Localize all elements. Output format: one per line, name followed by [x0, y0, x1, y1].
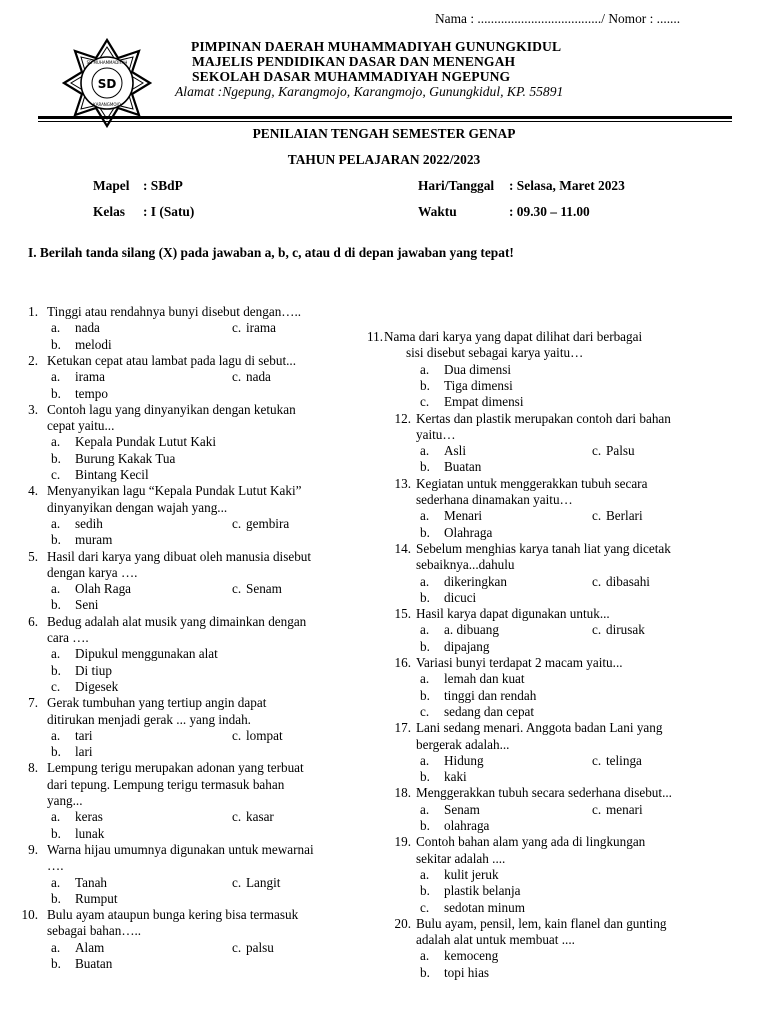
waktu-label: Waktu — [418, 204, 457, 219]
question-number: 13. — [394, 475, 411, 491]
option-letter: c. — [232, 874, 242, 890]
option-text: sedang dan cepat — [444, 703, 535, 719]
header-line-3: SEKOLAH DASAR MUHAMMADIYAH NGEPUNG — [192, 69, 511, 84]
question-text: …. — [47, 858, 64, 874]
option-letter: c. — [232, 939, 242, 955]
question-text: sisi disebut sebagai karya yaitu… — [406, 345, 584, 361]
option-text: Tiga dimensi — [444, 377, 513, 393]
question-text: cepat yaitu... — [47, 418, 115, 434]
answer-option[interactable] — [51, 386, 108, 402]
option-text: menari — [606, 801, 643, 817]
question-text: Bulu ayam, pensil, lem, kain flanel dan gunting — [416, 915, 667, 931]
option-text: Tanah — [75, 874, 108, 890]
answer-option[interactable] — [420, 459, 481, 475]
answer-option[interactable] — [51, 744, 93, 760]
question-text: sederhana dinamakan yaitu… — [416, 492, 573, 507]
question-text: yaitu… — [416, 426, 456, 442]
option-text: Menari — [444, 508, 483, 524]
answer-option[interactable] — [420, 965, 489, 981]
question-text: dinyanyikan dengan wajah yang... — [47, 499, 228, 515]
option-letter: c. — [592, 573, 602, 589]
option-letter: b. — [51, 744, 61, 760]
answer-option[interactable] — [420, 639, 489, 655]
option-text: Alam — [75, 939, 105, 955]
option-text: tari — [75, 727, 93, 743]
question-text: Kertas dan plastik merupakan contoh dari bahan — [416, 410, 671, 426]
question-text: Lempung terigu merupakan adonan yang terbuat — [47, 760, 304, 776]
option-text: Dipukul menggunakan alat — [75, 646, 218, 662]
answer-option[interactable] — [592, 574, 650, 590]
answer-option[interactable] — [51, 434, 216, 450]
answer-option[interactable] — [232, 581, 282, 597]
answer-option[interactable] — [232, 369, 271, 385]
question-text: sebagai bahan….. — [47, 923, 142, 939]
mapel-label: Mapel — [93, 178, 130, 193]
answer-option[interactable] — [420, 443, 466, 459]
answer-option[interactable] — [592, 622, 645, 638]
question-text: sekitar adalah .... — [416, 850, 506, 866]
question-text: Warna hijau umumnya digunakan untuk mewarnai — [47, 841, 314, 857]
exam-year: TAHUN PELAJARAN 2022/2023 — [287, 152, 481, 167]
option-letter: c. — [420, 394, 430, 410]
answer-option[interactable] — [420, 362, 511, 378]
answer-option[interactable] — [592, 508, 643, 524]
answer-option[interactable] — [51, 663, 112, 679]
option-text: melodi — [75, 336, 112, 352]
option-letter: c. — [592, 508, 602, 524]
question-number: 19. — [394, 834, 411, 850]
answer-option[interactable] — [592, 802, 643, 818]
answer-option[interactable] — [420, 688, 536, 704]
question-number: 7. — [28, 695, 38, 711]
option-text: olahraga — [444, 818, 490, 833]
option-letter: a. — [420, 622, 430, 638]
option-letter: a. — [420, 752, 430, 768]
option-text: muram — [75, 532, 113, 548]
option-letter: b. — [51, 336, 61, 352]
option-text: Senam — [444, 801, 480, 817]
option-text: plastik belanja — [444, 883, 521, 899]
answer-option[interactable] — [420, 590, 476, 606]
option-letter: c. — [420, 703, 430, 719]
header-line-2: MAJELIS PENDIDIKAN DASAR DAN MENENGAH — [192, 54, 516, 69]
answer-option[interactable] — [51, 646, 218, 662]
option-letter: b. — [420, 687, 430, 703]
answer-option[interactable] — [51, 320, 100, 336]
option-letter: c. — [232, 727, 242, 743]
option-text: Berlari — [606, 508, 643, 524]
option-text: Olahraga — [444, 524, 493, 540]
option-letter: a. — [51, 646, 61, 662]
option-text: Kepala Pundak Lutut Kaki — [75, 434, 216, 450]
question-number: 4. — [28, 483, 38, 499]
option-text: irama — [246, 320, 277, 336]
option-text: Bintang Kecil — [75, 467, 149, 482]
question-text: Kegiatan untuk menggerakkan tubuh secara — [416, 475, 648, 491]
answer-option[interactable] — [51, 597, 98, 613]
option-letter: b. — [51, 956, 61, 971]
answer-option[interactable] — [420, 818, 489, 834]
question-text: bergerak adalah... — [416, 736, 510, 752]
question-number: 8. — [28, 760, 38, 776]
question-number: 11. — [367, 329, 383, 344]
option-letter: b. — [51, 532, 61, 548]
question-text: Contoh lagu yang dinyanyikan dengan ketukan — [47, 401, 296, 417]
option-text: nada — [246, 369, 271, 385]
answer-option[interactable] — [51, 369, 105, 385]
answer-option[interactable] — [420, 378, 513, 394]
answer-option[interactable] — [232, 728, 283, 744]
answer-option[interactable] — [420, 525, 492, 541]
option-letter: b. — [420, 524, 430, 540]
answer-option[interactable] — [420, 671, 525, 687]
svg-text:KARANGMOJO: KARANGMOJO — [93, 102, 121, 107]
answer-option[interactable] — [51, 337, 112, 353]
question-text: Lani sedang menari. Anggota badan Lani yang — [416, 720, 663, 736]
question-text: Bedug adalah alat musik yang dimainkan dengan — [47, 613, 307, 629]
option-text: dipajang — [444, 638, 490, 654]
option-text: kasar — [246, 809, 274, 825]
option-letter: a. — [420, 443, 430, 459]
answer-option[interactable] — [420, 574, 507, 590]
question-text: Menggerakkan tubuh secara sederhana disebut... — [416, 785, 672, 801]
option-text: gembira — [246, 515, 290, 531]
option-text: Olah Raga — [75, 581, 132, 597]
option-letter: a. — [420, 573, 430, 589]
kelas-value: : I (Satu) — [143, 204, 195, 219]
header-line-1: PIMPINAN DAERAH MUHAMMADIYAH GUNUNGKIDUL — [191, 39, 562, 54]
answer-option[interactable] — [51, 532, 112, 548]
answer-option[interactable] — [420, 948, 498, 964]
answer-option[interactable] — [420, 867, 499, 883]
option-letter: b. — [51, 450, 61, 466]
option-letter: c. — [232, 581, 242, 597]
option-text: lompat — [246, 727, 283, 743]
question-number: 17. — [394, 720, 411, 736]
option-letter: a. — [420, 948, 430, 964]
question-text: sebaiknya...dahulu — [416, 557, 515, 573]
option-text: palsu — [246, 939, 274, 955]
option-letter: a. — [51, 320, 61, 336]
answer-option[interactable] — [232, 809, 274, 825]
answer-option[interactable] — [51, 451, 175, 467]
kelas-label: Kelas — [93, 204, 125, 219]
answer-option[interactable] — [420, 508, 482, 524]
option-text: kemoceng — [444, 948, 499, 964]
answer-option[interactable] — [51, 940, 104, 956]
question-text: Tinggi atau rendahnya bunyi disebut dengan….. — [47, 304, 302, 319]
option-text: Langit — [246, 874, 281, 890]
option-text: dikeringkan — [444, 573, 507, 589]
answer-option[interactable] — [51, 809, 103, 825]
option-letter: a. — [420, 671, 430, 687]
question-number: 15. — [394, 606, 411, 622]
option-text: Rumput — [75, 890, 118, 906]
option-text: nada — [75, 320, 100, 336]
option-text: tempo — [75, 385, 108, 401]
answer-option[interactable] — [51, 826, 104, 842]
answer-option[interactable] — [232, 940, 274, 956]
option-letter: b. — [51, 890, 61, 906]
option-letter: c. — [232, 809, 242, 825]
school-logo — [62, 38, 152, 128]
question-number: 14. — [394, 540, 411, 556]
name-number-field: Nama : ...................................../ Nomor : ....... — [435, 11, 681, 26]
option-text: Dua dimensi — [444, 361, 512, 377]
svg-text:SD MUHAMMADIYAH: SD MUHAMMADIYAH — [86, 60, 128, 65]
question-text: Menyanyikan lagu “Kepala Pundak Lutut Kaki” — [47, 483, 302, 499]
option-letter: c. — [420, 899, 430, 915]
header-rule-thin — [38, 121, 732, 122]
option-letter: a. — [420, 508, 430, 524]
question-text: dari tepung. Lempung terigu termasuk bahan — [47, 776, 285, 792]
option-text: topi hias — [444, 964, 490, 980]
answer-option[interactable] — [420, 704, 534, 720]
option-letter: c. — [232, 369, 242, 385]
option-text: dicuci — [444, 589, 477, 605]
svg-text:SD: SD — [97, 77, 117, 91]
school-address: Alamat :Ngepung, Karangmojo, Karangmojo, Gunungkidul, KP. 55891 — [175, 84, 564, 99]
option-letter: c. — [232, 320, 242, 336]
answer-option[interactable] — [420, 883, 521, 899]
answer-option[interactable] — [420, 802, 480, 818]
option-text: Buatan — [444, 459, 482, 475]
question-number: 20. — [394, 915, 411, 931]
option-letter: b. — [420, 818, 430, 833]
answer-option[interactable] — [232, 320, 276, 336]
header-rule-thick — [38, 116, 732, 119]
answer-option[interactable] — [420, 622, 499, 638]
option-text: tinggi dan rendah — [444, 687, 537, 703]
answer-option[interactable] — [420, 900, 525, 916]
answer-option[interactable] — [51, 956, 112, 972]
question-text: adalah alat untuk membuat .... — [416, 932, 575, 948]
option-letter: c. — [51, 678, 61, 694]
option-text: Empat dimensi — [444, 394, 524, 410]
answer-option[interactable] — [232, 875, 280, 891]
option-letter: a. — [51, 939, 61, 955]
hari-value: : Selasa, Maret 2023 — [509, 178, 625, 193]
question-number: 10. — [21, 907, 38, 923]
question-text: Gerak tumbuhan yang tertiup angin dapat — [47, 695, 267, 711]
question-text: cara …. — [47, 630, 89, 645]
option-letter: a. — [51, 874, 61, 890]
option-letter: a. — [51, 809, 61, 825]
question-text: yang... — [47, 793, 83, 808]
option-text: Senam — [246, 581, 282, 597]
question-text: Variasi bunyi terdapat 2 macam yaitu... — [416, 655, 623, 670]
question-number: 3. — [28, 401, 38, 417]
option-letter: a. — [420, 361, 430, 377]
exam-title: PENILAIAN TENGAH SEMESTER GENAP — [252, 126, 516, 141]
option-text: telinga — [606, 752, 642, 768]
answer-option[interactable] — [51, 875, 107, 891]
option-text: kaki — [444, 769, 467, 785]
answer-option[interactable] — [592, 443, 635, 459]
option-text: lemah dan kuat — [444, 671, 525, 687]
option-letter: c. — [592, 752, 602, 768]
option-text: sedotan minum — [444, 899, 525, 915]
option-letter: b. — [51, 662, 61, 678]
option-letter: a. — [420, 866, 430, 882]
option-text: Asli — [444, 443, 466, 459]
answer-option[interactable] — [420, 769, 467, 785]
option-letter: a. — [51, 369, 61, 385]
option-letter: b. — [420, 964, 430, 980]
question-text: Hasil karya dapat digunakan untuk... — [416, 606, 610, 622]
option-letter: a. — [420, 801, 430, 817]
option-letter: a. — [51, 727, 61, 743]
option-letter: a. — [51, 434, 61, 450]
answer-option[interactable] — [51, 679, 118, 695]
question-number: 18. — [394, 785, 411, 801]
option-letter: c. — [232, 515, 242, 531]
answer-option[interactable] — [51, 467, 149, 483]
answer-option[interactable] — [420, 394, 523, 410]
option-text: dirusak — [606, 622, 645, 638]
option-text: Hidung — [444, 752, 484, 768]
answer-option[interactable] — [51, 728, 93, 744]
option-text: sedih — [75, 515, 103, 531]
option-letter: b. — [420, 769, 430, 785]
option-letter: c. — [592, 801, 602, 817]
option-letter: b. — [420, 377, 430, 393]
question-number: 6. — [28, 613, 38, 629]
answer-option[interactable] — [420, 753, 484, 769]
option-letter: b. — [420, 638, 430, 654]
option-text: kulit jeruk — [444, 866, 499, 882]
mapel-value: : SBdP — [143, 178, 183, 193]
option-text: Buatan — [75, 956, 113, 971]
option-letter: a. — [51, 515, 61, 531]
option-text: dibasahi — [606, 573, 650, 589]
option-letter: b. — [51, 385, 61, 401]
question-text: Contoh bahan alam yang ada di lingkungan — [416, 834, 646, 850]
option-text: Di tiup — [75, 662, 112, 678]
answer-option[interactable] — [51, 891, 118, 907]
option-text: Digesek — [75, 678, 119, 694]
option-text: Burung Kakak Tua — [75, 450, 176, 466]
question-number: 9. — [28, 841, 38, 857]
question-text: Sebelum menghias karya tanah liat yang dicetak — [416, 540, 671, 556]
question-number: 12. — [394, 410, 411, 426]
question-number: 2. — [28, 352, 38, 368]
option-letter: b. — [51, 825, 61, 841]
option-text: a. dibuang — [444, 622, 499, 638]
answer-option[interactable] — [592, 753, 642, 769]
question-number: 1. — [28, 304, 38, 319]
question-number: 16. — [394, 655, 411, 670]
question-text: Hasil dari karya yang dibuat oleh manusia disebut — [47, 548, 312, 564]
question-text: ditirukan menjadi gerak ... yang indah. — [47, 711, 251, 727]
option-letter: c. — [592, 622, 602, 638]
option-letter: b. — [420, 589, 430, 605]
waktu-value: : 09.30 – 11.00 — [509, 204, 590, 219]
option-letter: b. — [51, 597, 61, 613]
question-number: 5. — [28, 548, 38, 564]
instruction: I. Berilah tanda silang (X) pada jawaban a, b, c, atau d di depan jawaban yang tepat! — [28, 245, 514, 260]
answer-option[interactable] — [51, 581, 131, 597]
option-letter: b. — [420, 459, 430, 475]
answer-option[interactable] — [51, 516, 103, 532]
question-text: Ketukan cepat atau lambat pada lagu di sebut... — [47, 352, 297, 368]
answer-option[interactable] — [232, 516, 289, 532]
option-text: keras — [75, 809, 103, 825]
question-text: Bulu ayam ataupun bunga kering bisa termasuk — [47, 907, 299, 923]
option-text: Seni — [75, 597, 99, 613]
hari-label: Hari/Tanggal — [418, 178, 495, 193]
option-letter: c. — [51, 467, 61, 482]
option-letter: b. — [420, 883, 430, 899]
question-text: Nama dari karya yang dapat dilihat dari berbagai — [384, 329, 643, 344]
option-text: lari — [75, 744, 93, 760]
option-text: Palsu — [606, 443, 635, 459]
option-text: lunak — [75, 825, 105, 841]
option-letter: c. — [592, 443, 602, 459]
question-text: dengan karya …. — [47, 564, 138, 580]
option-text: irama — [75, 369, 106, 385]
option-letter: a. — [51, 581, 61, 597]
